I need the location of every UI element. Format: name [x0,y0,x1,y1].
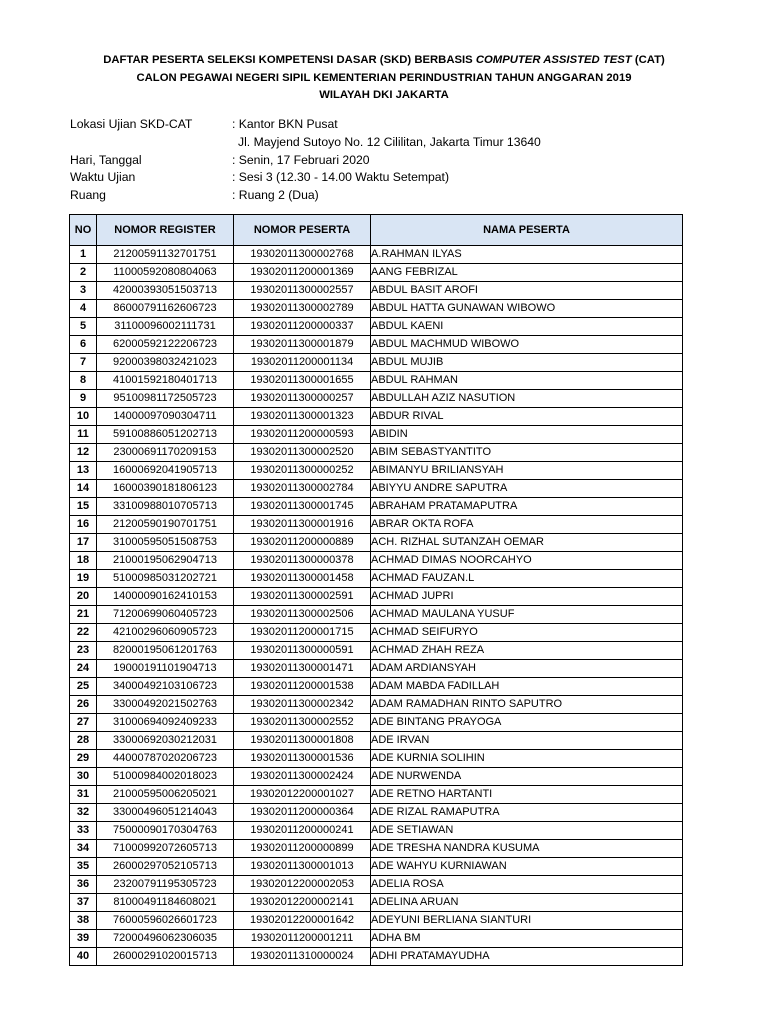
nomor-peserta: 19302011200001211 [234,930,371,948]
nama-peserta: AANG FEBRIZAL [371,264,683,282]
nomor-register: 14000090162410153 [97,588,234,606]
nama-peserta: ADE WAHYU KURNIAWAN [371,858,683,876]
nomor-peserta: 19302011300001458 [234,570,371,588]
nama-peserta: ACHMAD DIMAS NOORCAHYO [371,552,683,570]
title-line-1-prefix: DAFTAR PESERTA SELEKSI KOMPETENSI DASAR (SKD) BERBASIS [103,54,476,66]
nomor-register: 82000195061201763 [97,642,234,660]
title-line-2: CALON PEGAWAI NEGERI SIPIL KEMENTERIAN PERINDUSTRIAN TAHUN ANGGARAN 2019 [136,71,632,84]
nomor-peserta: 19302011300000591 [234,642,371,660]
nomor-peserta: 19302011300002789 [234,300,371,318]
table-row [70,570,683,588]
table-row [70,660,683,678]
nomor-register: 44000787020206723 [97,750,234,768]
table-row [70,372,683,390]
nomor-register: 86000791162606723 [97,300,234,318]
ruang-label: Ruang [70,188,106,203]
nomor-peserta: 19302011300001323 [234,408,371,426]
title-line-1 [0,52,768,70]
nama-peserta: ABDUL MACHMUD WIBOWO [371,336,683,354]
table-row [70,480,683,498]
row-number: 27 [70,714,97,732]
waktu-value: : Sesi 3 (12.30 - 14.00 Waktu Setempat) [232,170,450,185]
row-number: 34 [70,840,97,858]
nomor-register: 31000595051508753 [97,534,234,552]
nama-peserta: ABIMANYU BRILIANSYAH [371,462,683,480]
nomor-register: 92000398032421023 [97,354,234,372]
nama-peserta: ABRAR OKTA ROFA [371,516,683,534]
nama-peserta: ACHMAD ZHAH REZA [371,642,683,660]
row-number: 7 [70,354,97,372]
row-number: 10 [70,408,97,426]
row-number: 38 [70,912,97,930]
nomor-peserta: 19302011300000378 [234,552,371,570]
nomor-peserta: 19302011300001013 [234,858,371,876]
table-body [70,246,683,966]
row-number: 6 [70,336,97,354]
nama-peserta: ADAM RAMADHAN RINTO SAPUTRO [371,696,683,714]
lokasi-label: Lokasi Ujian SKD-CAT [70,117,193,131]
nama-peserta: ABDUL KAENI [371,318,683,336]
row-number: 31 [70,786,97,804]
nomor-register: 33100988010705713 [97,498,234,516]
participant-table [69,214,683,966]
lokasi-address: Jl. Mayjend Sutoyo No. 12 Cililitan, Jakarta Timur 13640 [238,134,541,149]
table-row [70,804,683,822]
row-number: 16 [70,516,97,534]
nomor-peserta: 19302011300000252 [234,462,371,480]
nomor-peserta: 19302011300001655 [234,372,371,390]
nama-peserta: ACHMAD MAULANA YUSUF [371,606,683,624]
nomor-register: 95100981172505723 [97,390,234,408]
table-row [70,462,683,480]
row-number: 39 [70,930,97,948]
row-number: 18 [70,552,97,570]
nomor-peserta: 19302011300001916 [234,516,371,534]
nomor-register: 51000985031202721 [97,570,234,588]
nomor-register: 34000492103106723 [97,678,234,696]
nomor-register: 14000097090304711 [97,408,234,426]
nama-peserta: ABIM SEBASTYANTITO [371,444,683,462]
info-row-waktu [70,169,541,187]
row-number: 26 [70,696,97,714]
table-row [70,516,683,534]
nomor-register: 33000496051214043 [97,804,234,822]
nomor-peserta: 19302011310000024 [234,948,371,966]
nomor-peserta: 19302011300002552 [234,714,371,732]
nomor-register: 42100296060905723 [97,624,234,642]
nomor-peserta: 19302011300002557 [234,282,371,300]
row-number: 13 [70,462,97,480]
row-number: 17 [70,534,97,552]
nomor-peserta: 19302011300002424 [234,768,371,786]
table-row [70,408,683,426]
row-number: 37 [70,894,97,912]
table-row [70,696,683,714]
nomor-peserta: 19302011300002784 [234,480,371,498]
ruang-value: : Ruang 2 (Dua) [232,188,319,203]
nomor-peserta: 19302012200001642 [234,912,371,930]
table-row [70,750,683,768]
nomor-register: 16000390181806123 [97,480,234,498]
nomor-register: 16000692041905713 [97,462,234,480]
nomor-register: 26000297052105713 [97,858,234,876]
nomor-peserta: 19302012200002053 [234,876,371,894]
nama-peserta: ABDUL MUJIB [371,354,683,372]
nomor-peserta: 19302011300002520 [234,444,371,462]
nomor-peserta: 19302011300002506 [234,606,371,624]
nama-peserta: ADEYUNI BERLIANA SIANTURI [371,912,683,930]
hari-label: Hari, Tanggal [70,152,142,167]
row-number: 40 [70,948,97,966]
nama-peserta: ABIYYU ANDRE SAPUTRA [371,480,683,498]
nama-peserta: ABDUR RIVAL [371,408,683,426]
row-number: 12 [70,444,97,462]
row-number: 29 [70,750,97,768]
nomor-register: 11000592080804063 [97,264,234,282]
row-number: 2 [70,264,97,282]
row-number: 32 [70,804,97,822]
table-row [70,678,683,696]
table-row [70,642,683,660]
table-row [70,552,683,570]
nama-peserta: ABDUL HATTA GUNAWAN WIBOWO [371,300,683,318]
nomor-peserta: 19302011300002342 [234,696,371,714]
table-row [70,354,683,372]
nomor-peserta: 19302011300000257 [234,390,371,408]
row-number: 4 [70,300,97,318]
row-number: 8 [70,372,97,390]
nomor-register: 21200590190701751 [97,516,234,534]
table-row [70,300,683,318]
nama-peserta: ABIDIN [371,426,683,444]
nama-peserta: ADHI PRATAMAYUDHA [371,948,683,966]
header-nama-peserta: NAMA PESERTA [371,215,683,246]
header-no: NO [70,215,97,246]
info-row-address [70,134,541,152]
nomor-register: 75000090170304763 [97,822,234,840]
nomor-peserta: 19302011200000899 [234,840,371,858]
nama-peserta: ABDULLAH AZIZ NASUTION [371,390,683,408]
nomor-peserta: 19302011300002768 [234,246,371,264]
nama-peserta: ADELIA ROSA [371,876,683,894]
nomor-peserta: 19302011300001745 [234,498,371,516]
table-row [70,714,683,732]
table-row [70,498,683,516]
table-row [70,444,683,462]
nomor-peserta: 19302011200000241 [234,822,371,840]
row-number: 19 [70,570,97,588]
nomor-peserta: 19302012200002141 [234,894,371,912]
table-row [70,624,683,642]
nama-peserta: ADE KURNIA SOLIHIN [371,750,683,768]
nomor-register: 71000992072605713 [97,840,234,858]
row-number: 3 [70,282,97,300]
nomor-peserta: 19302011300002591 [234,588,371,606]
nomor-register: 81000491184608021 [97,894,234,912]
table-row [70,858,683,876]
nomor-register: 76000596026601723 [97,912,234,930]
row-number: 24 [70,660,97,678]
nomor-peserta: 19302011200001715 [234,624,371,642]
row-number: 15 [70,498,97,516]
row-number: 1 [70,246,97,264]
nomor-register: 42000393051503713 [97,282,234,300]
nama-peserta: ACHMAD FAUZAN.L [371,570,683,588]
table-row [70,336,683,354]
nomor-register: 72000496062306035 [97,930,234,948]
table-row [70,534,683,552]
nomor-register: 26000291020015713 [97,948,234,966]
table-row [70,912,683,930]
row-number: 33 [70,822,97,840]
nomor-register: 31100096002111731 [97,318,234,336]
row-number: 9 [70,390,97,408]
table-row [70,786,683,804]
nama-peserta: ACHMAD JUPRI [371,588,683,606]
table-row [70,840,683,858]
info-row-hari [70,152,541,170]
nomor-peserta: 19302011200001538 [234,678,371,696]
table-row [70,930,683,948]
nama-peserta: ADAM MABDA FADILLAH [371,678,683,696]
nama-peserta: ADE SETIAWAN [371,822,683,840]
row-number: 11 [70,426,97,444]
info-row-lokasi [70,116,541,134]
nomor-peserta: 19302011300001471 [234,660,371,678]
table-header-row [70,215,683,246]
nama-peserta: ABDUL RAHMAN [371,372,683,390]
info-row-ruang [70,187,541,205]
nomor-register: 59100886051202713 [97,426,234,444]
table-row [70,282,683,300]
nomor-register: 71200699060405723 [97,606,234,624]
row-number: 22 [70,624,97,642]
row-number: 35 [70,858,97,876]
nomor-register: 19000191101904713 [97,660,234,678]
nomor-peserta: 19302011200001369 [234,264,371,282]
nomor-register: 62000592122206723 [97,336,234,354]
nama-peserta: ACH. RIZHAL SUTANZAH OEMAR [371,534,683,552]
row-number: 5 [70,318,97,336]
nama-peserta: ADHA BM [371,930,683,948]
row-number: 36 [70,876,97,894]
nama-peserta: ADE NURWENDA [371,768,683,786]
nomor-peserta: 19302011200000593 [234,426,371,444]
table-row [70,264,683,282]
table-row [70,246,683,264]
nomor-peserta: 19302011200001134 [234,354,371,372]
table-row [70,390,683,408]
nama-peserta: ADAM ARDIANSYAH [371,660,683,678]
nama-peserta: A.RAHMAN ILYAS [371,246,683,264]
table-row [70,876,683,894]
table-row [70,426,683,444]
title-line-3: WILAYAH DKI JAKARTA [319,89,449,101]
title-line-1-italic: COMPUTER ASSISTED TEST [475,54,632,66]
row-number: 14 [70,480,97,498]
nomor-register: 51000984002018023 [97,768,234,786]
nama-peserta: ADE RETNO HARTANTI [371,786,683,804]
document-title [0,52,768,105]
nomor-register: 21200591132701751 [97,246,234,264]
row-number: 20 [70,588,97,606]
table-row [70,768,683,786]
waktu-label: Waktu Ujian [70,170,136,185]
nomor-peserta: 19302011300001808 [234,732,371,750]
nama-peserta: ADE TRESHA NANDRA KUSUMA [371,840,683,858]
table-row [70,606,683,624]
table-row [70,894,683,912]
nama-peserta: ADELINA ARUAN [371,894,683,912]
table-row [70,588,683,606]
nomor-register: 41001592180401713 [97,372,234,390]
row-number: 25 [70,678,97,696]
row-number: 28 [70,732,97,750]
nama-peserta: ABRAHAM PRATAMAPUTRA [371,498,683,516]
nomor-register: 21000195062904713 [97,552,234,570]
nomor-peserta: 19302011200000364 [234,804,371,822]
row-number: 23 [70,642,97,660]
hari-value: : Senin, 17 Februari 2020 [232,152,370,167]
nomor-peserta: 19302011300001879 [234,336,371,354]
header-nomor-register: NOMOR REGISTER [97,215,234,246]
table-row [70,948,683,966]
nomor-peserta: 19302012200001027 [234,786,371,804]
nomor-register: 21000595006205021 [97,786,234,804]
nama-peserta: ADE IRVAN [371,732,683,750]
nomor-register: 23000691170209153 [97,444,234,462]
nomor-peserta: 19302011300001536 [234,750,371,768]
table-row [70,732,683,750]
nomor-register: 33000692030212031 [97,732,234,750]
table-row [70,318,683,336]
lokasi-value: : Kantor BKN Pusat [232,117,338,131]
row-number: 30 [70,768,97,786]
nomor-register: 33000492021502763 [97,696,234,714]
title-line-1-suffix: (CAT) [631,54,665,66]
nama-peserta: ABDUL BASIT AROFI [371,282,683,300]
nama-peserta: ADE BINTANG PRAYOGA [371,714,683,732]
nomor-peserta: 19302011200000889 [234,534,371,552]
nama-peserta: ADE RIZAL RAMAPUTRA [371,804,683,822]
header-nomor-peserta: NOMOR PESERTA [234,215,371,246]
nomor-register: 31000694092409233 [97,714,234,732]
table-row [70,822,683,840]
row-number: 21 [70,606,97,624]
nomor-register: 23200791195305723 [97,876,234,894]
nomor-peserta: 19302011200000337 [234,318,371,336]
nama-peserta: ACHMAD SEIFURYO [371,624,683,642]
exam-info [70,116,541,205]
